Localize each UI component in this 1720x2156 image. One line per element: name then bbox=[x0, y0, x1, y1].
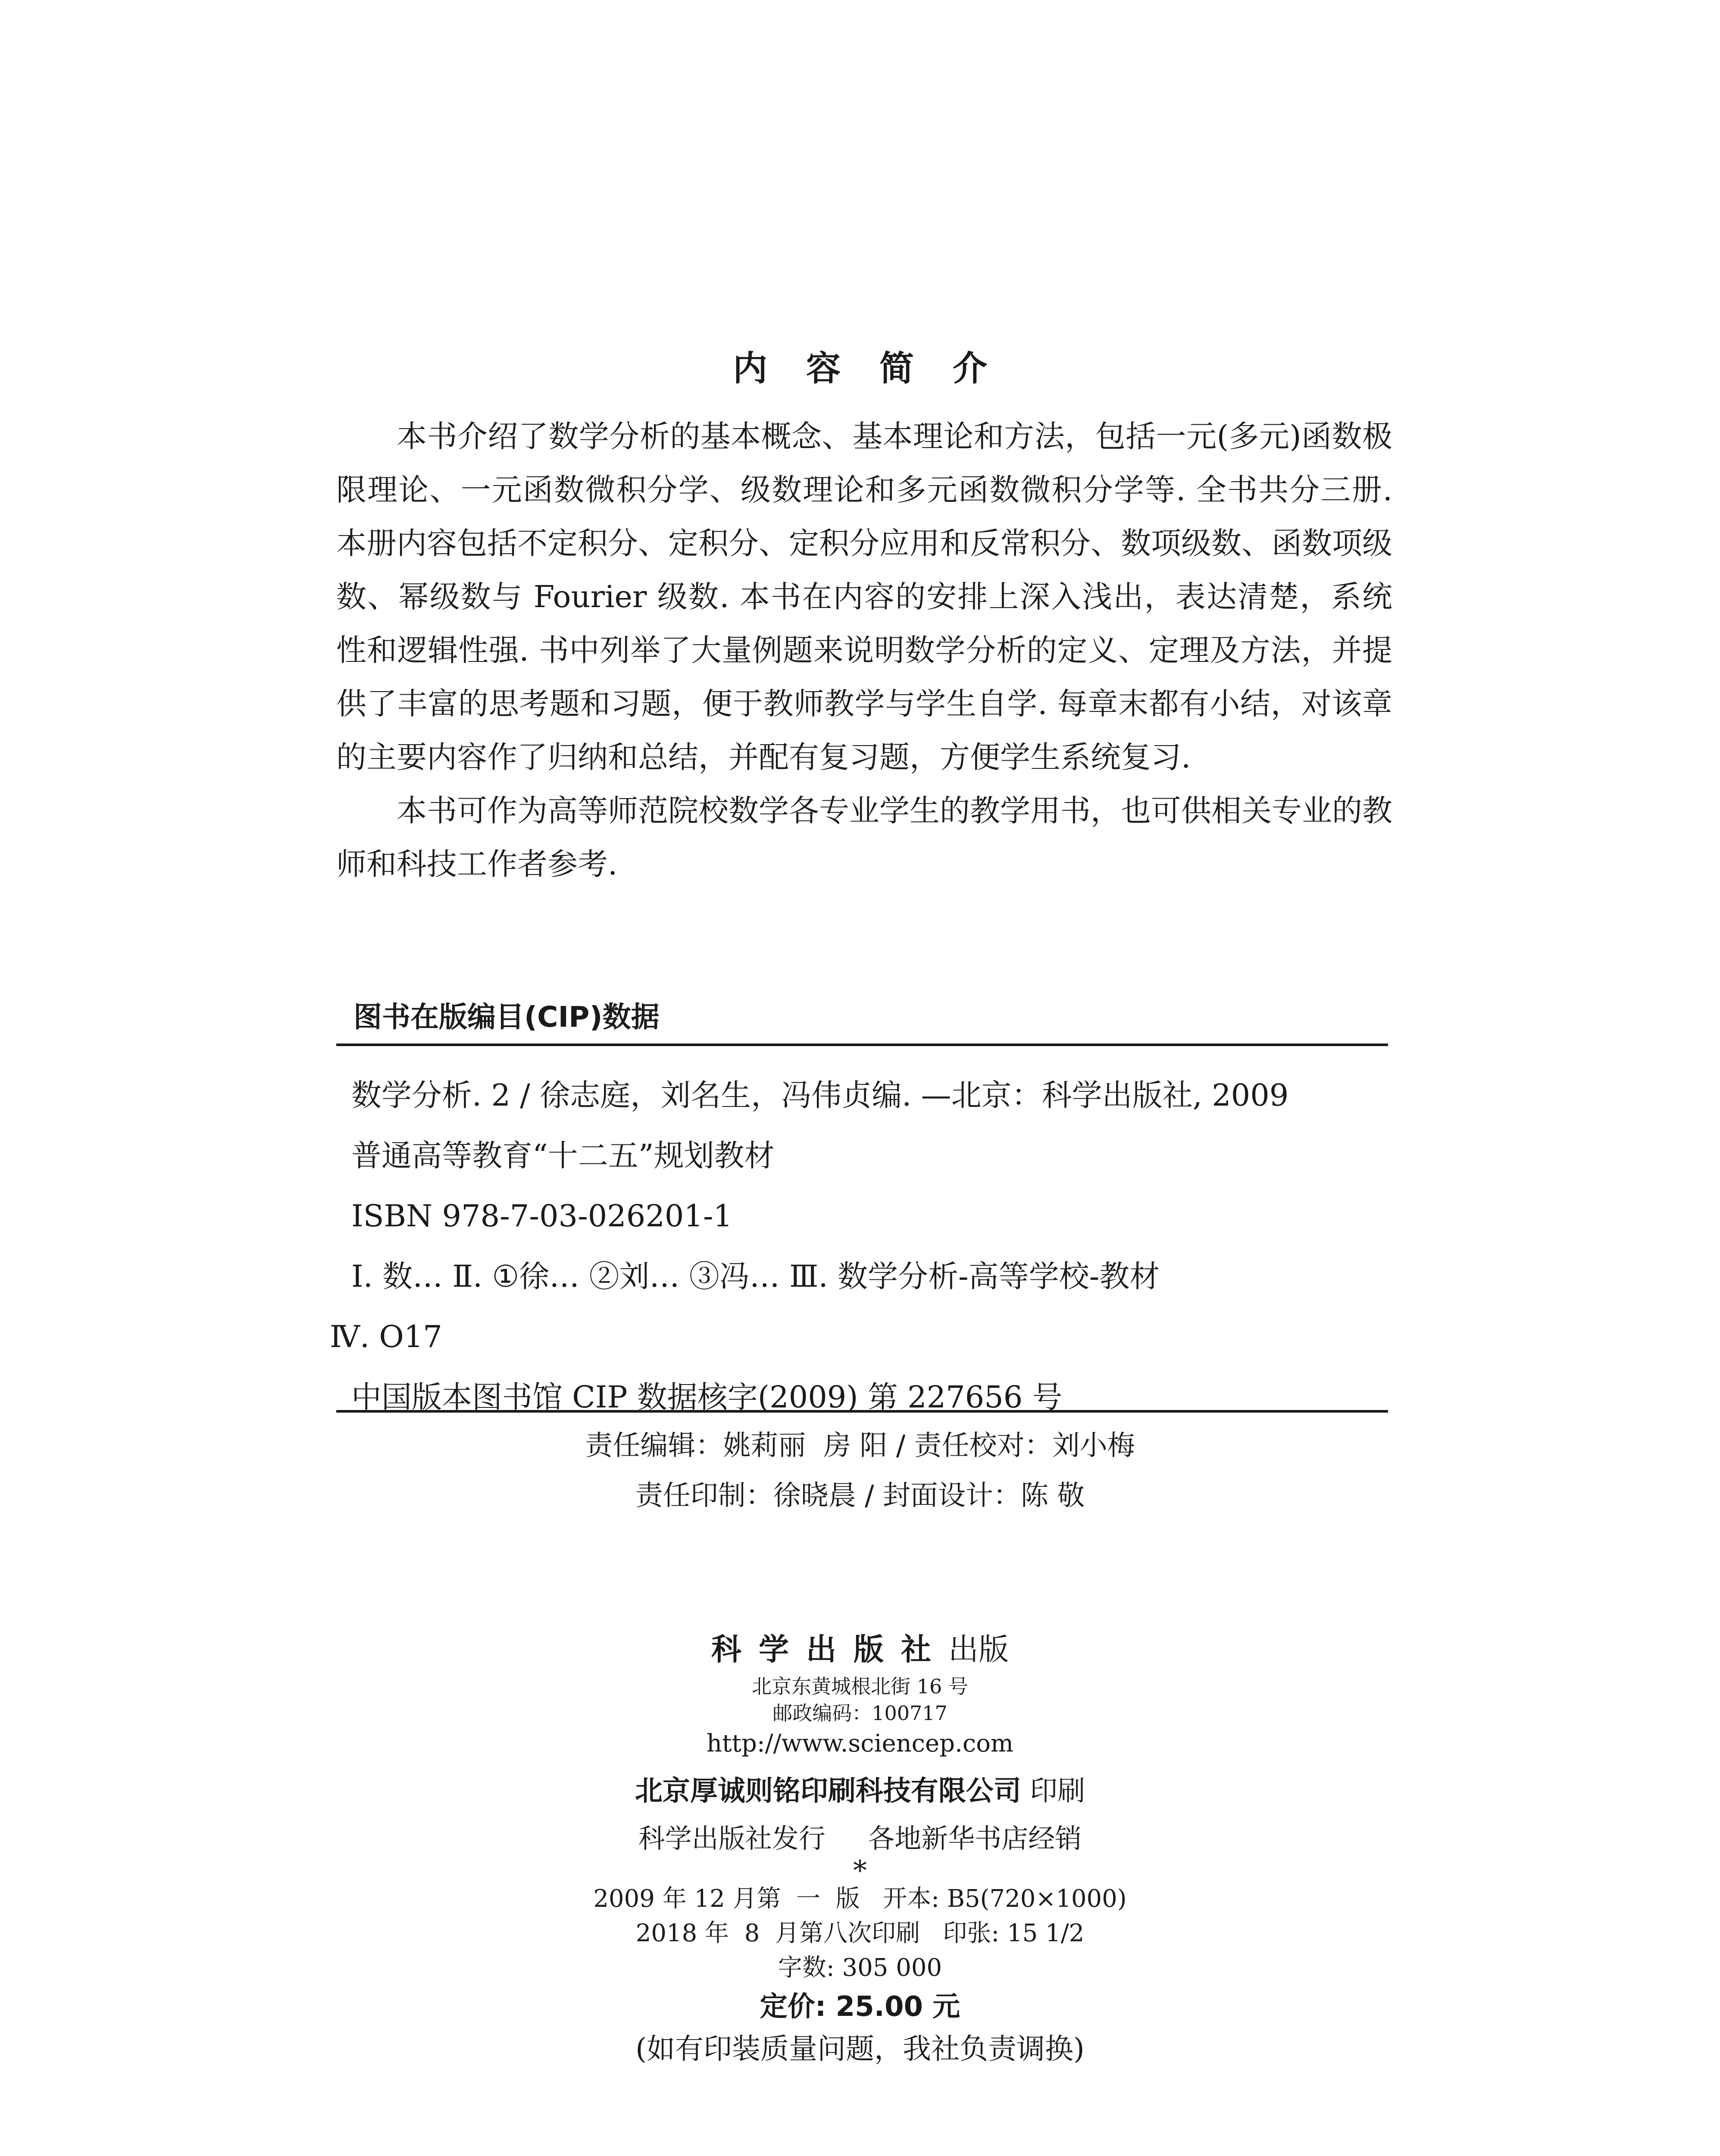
publisher-name-suffix: 出版 bbox=[948, 1632, 1009, 1667]
publisher-name-line bbox=[0, 1626, 1720, 1673]
publisher-block bbox=[0, 1626, 1720, 2070]
editors-line-1: 责任编辑：姚莉丽 房 阳 / 责任校对：刘小梅 bbox=[585, 1430, 1135, 1462]
word-count: 字数: 305 000 bbox=[778, 1954, 942, 1982]
cip-isbn-line: ISBN 978-7-03-026201-1 bbox=[351, 1198, 733, 1234]
page-title: 内容简介 bbox=[733, 348, 1026, 389]
cip-series-line: 普通高等教育“十二五”规划教材 bbox=[351, 1138, 775, 1173]
edition-line-2: 2018 年 8 月第八次印刷 印张: 15 1/2 bbox=[635, 1919, 1085, 1947]
cip-classification-line: Ⅰ. 数… Ⅱ. ①徐… ②刘… ③冯… Ⅲ. 数学分析-高等学校-教材 bbox=[351, 1259, 1160, 1294]
abstract-paragraph-2: 本书可作为高等师范院校数学各专业学生的教学用书，也可供相关专业的教师和科技工作者参考. bbox=[336, 793, 1392, 882]
separator-star: * bbox=[853, 1855, 867, 1887]
abstract-section bbox=[336, 410, 1392, 891]
distribution-line: 科学出版社发行 各地新华书店经销 bbox=[638, 1823, 1082, 1854]
publisher-url: http://www.sciencep.com bbox=[706, 1730, 1014, 1758]
cip-record bbox=[330, 1065, 1386, 1427]
cip-bottom-rule bbox=[336, 1410, 1388, 1413]
editors-line-2: 责任印制：徐晓晨 / 封面设计：陈 敬 bbox=[635, 1480, 1085, 1512]
printer-suffix: 印刷 bbox=[1030, 1775, 1085, 1807]
cip-class-number-line: Ⅳ. O17 bbox=[330, 1319, 442, 1354]
abstract-paragraph-1: 本书介绍了数学分析的基本概念、基本理论和方法，包括一元(多元)函数极限理论、一元函数微积分学、级数理论和多元函数微积分学等. 全书共分三册. 本册内容包括不定积分、定积分、定积分应用和反常积分、数项级数、函数项级数、幂级数与 Fourier 级数. 本书在内容的安排上深入浅出，表达清楚，系统性和逻辑性强. 书中列举了大量例题来说明数学分析的定义、定理及方法，并提供了丰富的思考题和习题，便于教师教学与学生自学. 每章末都有小结，对该章的主要内容作了归纳和总结，并配有复习题，方便学生系统复习. bbox=[336, 419, 1392, 775]
cip-heading: 图书在版编目(CIP)数据 bbox=[353, 1000, 660, 1034]
quality-notice: (如有印装质量问题，我社负责调换) bbox=[635, 2032, 1085, 2065]
publisher-address: 北京东黄城根北街 16 号 bbox=[752, 1675, 968, 1698]
cip-registration-line: 中国版本图书馆 CIP 数据核字(2009) 第 227656 号 bbox=[351, 1379, 1063, 1415]
editors-credits bbox=[0, 1421, 1720, 1521]
cip-title-line: 数学分析. 2 / 徐志庭，刘名生，冯伟贞编. —北京：科学出版社, 2009 bbox=[351, 1078, 1289, 1113]
cip-top-rule bbox=[336, 1044, 1388, 1046]
price: 定价: 25.00 元 bbox=[760, 1991, 960, 2023]
publisher-name: 科学出版社 bbox=[711, 1632, 948, 1667]
printer-line bbox=[0, 1765, 1720, 1817]
publisher-postcode: 邮政编码：100717 bbox=[772, 1702, 948, 1725]
printer-name: 北京厚诚则铭印刷科技有限公司 bbox=[635, 1775, 1021, 1807]
edition-line-1: 2009 年 12 月第 一 版 开本: B5(720×1000) bbox=[593, 1885, 1127, 1913]
